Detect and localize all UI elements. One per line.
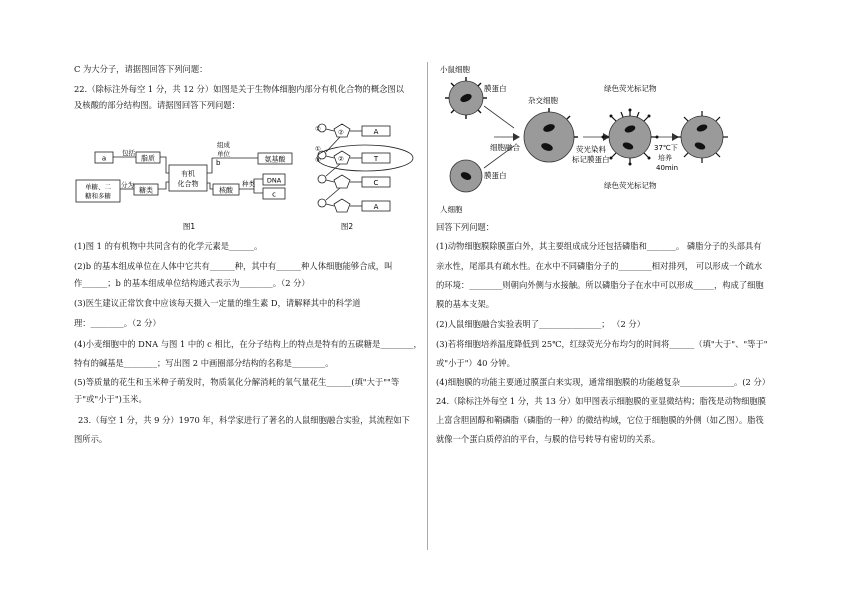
label-2: ② [338, 155, 344, 163]
q22-sub3-line1: (3)医生建议正常饮食中应该每天摄入一定量的维生素 D，请解释其中的科学道 [74, 298, 361, 308]
q24-line2: 上富含胆固醇和鞘磷脂（磷脂的一种）的微结构域，它位于细胞膜的外侧（如乙图）。脂筏 [436, 415, 764, 425]
label-b: b [216, 159, 221, 167]
label-fluor-l2: 标记膜蛋白 [572, 155, 610, 164]
q22-sub3-line2: 理：________。（2 分） [74, 318, 161, 328]
label-condition-l3: 40min [656, 164, 679, 172]
base-2: T [373, 155, 379, 163]
label-membrane-protein-bottom: 膜蛋白 [484, 171, 507, 180]
r3-line1: (3)若将细胞培养温度降低到 25℃，红绿荧光分布均匀的时间将______（填"大于"、"等于" [436, 339, 768, 349]
r1-line4: 膜的基本支架。 [436, 299, 495, 309]
q22-sub4-line2: 特有的碱基是________；写出图 2 中画圈部分结构的名称是________。 [74, 358, 334, 368]
r3-line2: 或"小于"）40 分钟。 [436, 358, 515, 368]
box-organic-l2: 化合物 [177, 180, 199, 188]
q22-sub2-line1: (2)b 的基本组成单位在人体中它共有______种，其中有______种人体细胞能够合成，叫 [74, 261, 393, 271]
label-compose-l1: 组成 [217, 141, 230, 149]
label-green-marker-top: 绿色荧光标记物 [604, 84, 657, 93]
box-amino-acid-label: 氨基酸 [264, 155, 286, 164]
label-include: 包括 [122, 149, 135, 157]
label-compose-l2: 单位 [217, 150, 230, 158]
label-membrane-protein-top: 膜蛋白 [484, 84, 507, 93]
base-4: A [373, 203, 379, 211]
figure-2-caption: 图2 [340, 222, 354, 231]
r2: (2)人鼠细胞融合实验表明了_______________； （2 分） [436, 319, 645, 329]
q22-sub1: (1)图 1 的有机物中共同含有的化学元素是______。 [74, 241, 263, 251]
figure-2-nucleotide-chain [312, 120, 417, 232]
phosphate-3 [318, 175, 326, 183]
intro-line: C 为大分子，请据图回答下列问题： [74, 64, 208, 74]
q24-line3: 就像一个蛋白质停泊的平台，与膜的信号转导有密切的关系。 [436, 434, 661, 444]
figure-cell-fusion [436, 58, 736, 216]
r1-line2: 亲水性，尾部具有疏水性。在水中不同磷脂分子的________相对排列， 可以形成一个疏水 [436, 261, 763, 271]
box-monomer-l2: 糖和多糖 [85, 192, 111, 200]
label-green-marker-bottom: 绿色荧光标记物 [604, 181, 657, 190]
column-divider [427, 62, 428, 550]
q22-sub5-line1: (5)等质量的花生和玉米种子萌发时，物质氧化分解消耗的氧气量花生______(填"大于""等 [74, 377, 400, 387]
label-condition-l2: 培养 [658, 154, 672, 162]
question-23-line2: 图所示。 [74, 434, 108, 444]
label-fluor-l1: 荧光染料 [576, 145, 606, 154]
labeled-cell-body [609, 116, 651, 158]
circled-region [317, 145, 413, 171]
q22-sub5-line2: 于"或"小于")玉米。 [74, 394, 147, 404]
label-cell-fusion: 细胞融合 [490, 143, 520, 152]
label-2-top: ② [338, 128, 344, 137]
label-mouse-cell: 小鼠细胞 [440, 65, 470, 74]
box-lipid-label: 脂质 [141, 154, 155, 163]
box-dna-label: DNA [266, 176, 282, 185]
left-column [74, 0, 422, 607]
q22-sub4-line1: (4)小麦细胞中的 DNA 与图 1 中的 c 相比，在分子结构上的特点是特有的五碳糖是________， [74, 339, 422, 349]
figure-1-concept-map [74, 125, 306, 233]
r1-line3: 的环境：________则朝向外侧与水接触。所以磷脂分子在水中可以形成_____，构成了细胞 [436, 280, 764, 290]
question-22-line1: 22.（除标注外每空 1 分，共 12 分）如图是关于生物体细胞内部分有机化合物的概念图以 [74, 84, 404, 94]
q22-sub2-line2: 作______；b 的基本组成单位结构通式表示为________。（2 分） [74, 278, 310, 288]
label-1-top: ① [315, 125, 321, 133]
box-a-label: a [101, 154, 107, 163]
final-cell-body [681, 116, 723, 158]
answer-prompt: 回答下列问题： [436, 222, 495, 232]
label-condition-l1: 37℃下 [654, 144, 678, 152]
sugar-4 [334, 199, 350, 212]
sugar-3 [334, 175, 350, 188]
hybrid-cell-body [524, 112, 574, 162]
base-3: C [373, 179, 379, 187]
label-kinds: 种类 [242, 180, 255, 188]
box-monomer-l1: 单糖、二 [85, 183, 111, 191]
label-1: ① [315, 145, 321, 153]
r1-line1: (1)动物细胞膜除膜蛋白外，其主要组成成分还包括磷脂和_______。 磷脂分子的头部具有 [436, 241, 762, 251]
label-divide: 分为 [121, 181, 134, 189]
phosphate-4 [318, 199, 326, 207]
r4: (4)细胞膜的功能主要通过膜蛋白来实现，通常细胞膜的功能越复杂_____________。(2 分） [436, 377, 771, 387]
question-22-line2: 及核酸的部分结构图。请据图回答下列问题： [74, 100, 240, 110]
box-sugar-label: 糖类 [139, 186, 153, 195]
box-organic-l1: 有机 [181, 170, 195, 178]
question-23-line1: 23.（每空 1 分，共 9 分）1970 年，科学家进行了著名的人鼠细胞融合实验，其流程如下 [78, 415, 410, 425]
box-nucleic-label: 核酸 [219, 186, 233, 195]
label-human-cell: 人细胞 [440, 205, 463, 214]
label-3: ③ [315, 156, 321, 164]
base-1: A [373, 128, 379, 136]
q24-line1: 24.（除标注外每空 1 分，共 13 分）如甲图表示细胞膜的亚显微结构；脂筏是动物细胞膜 [436, 396, 766, 406]
right-column [436, 0, 786, 607]
label-hybrid-cell: 杂交细胞 [528, 96, 558, 105]
box-c-label: c [272, 190, 276, 199]
figure-1-caption: 图1 [182, 222, 196, 231]
